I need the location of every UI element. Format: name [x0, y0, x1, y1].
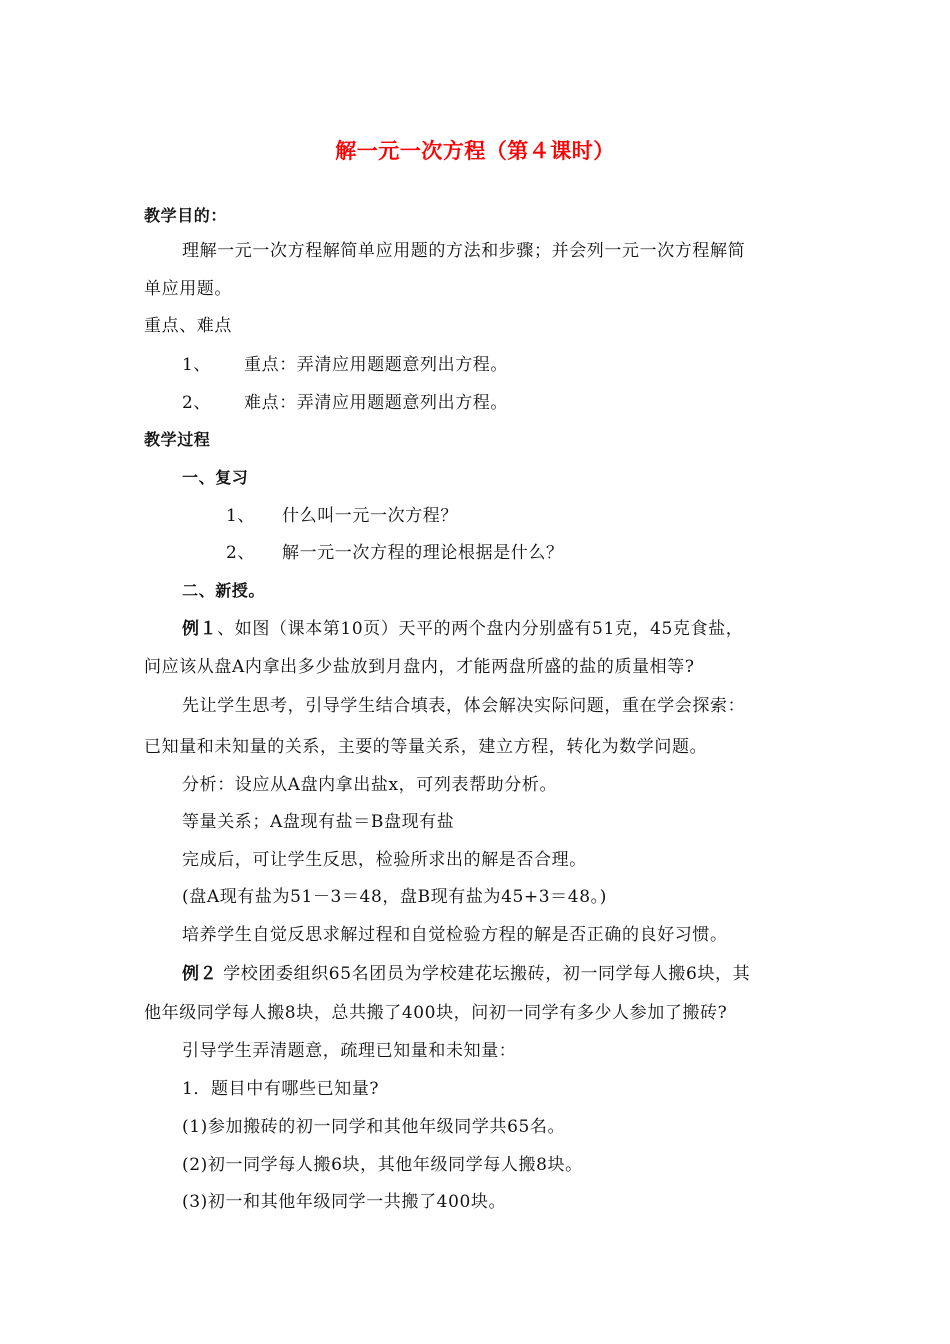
key-points-heading: 重点、难点	[144, 316, 232, 336]
example1-line-3: 先让学生思考，引导学生结合填表，体会解决实际问题，重在学会探索：	[182, 696, 746, 716]
example2-label: 例２	[182, 964, 218, 984]
review-item	[226, 543, 564, 563]
example2-line-1	[182, 964, 750, 984]
review-item	[226, 506, 458, 526]
example1-equation-relation: 等量关系；A盘现有盐＝B盘现有盐	[182, 812, 455, 832]
objectives-text-line-2: 单应用题。	[144, 279, 232, 299]
example1-reflection: 完成后，可让学生反思，检验所求出的解是否合理。	[182, 850, 587, 870]
review-item-number: 2、	[226, 543, 256, 563]
objectives-text-line-1: 理解一元一次方程解简单应用题的方法和步骤；并会列一元一次方程解简	[182, 241, 746, 261]
difficult-point-number: 2、	[182, 393, 212, 413]
objectives-heading: 教学目的：	[144, 206, 228, 225]
example2-text: 学校团委组织65名团员为学校建花坛搬砖，初一同学每人搬6块，其	[217, 964, 751, 984]
document-title: 解一元一次方程（第４课时）	[335, 139, 615, 163]
example1-line-4: 已知量和未知量的关系，主要的等量关系，建立方程，转化为数学问题。	[144, 737, 708, 757]
key-point-text: 重点：弄清应用题题意列出方程。	[244, 355, 508, 375]
key-point-number: 1、	[182, 355, 212, 375]
example2-line-2: 他年级同学每人搬8块，总共搬了400块，问初一同学有多少人参加了搬砖?	[144, 1003, 728, 1023]
example1-check: (盘A现有盐为51－3＝48，盘B现有盐为45+3＝48。)	[182, 887, 607, 907]
example1-analysis: 分析：设应从A盘内拿出盐x，可列表帮助分析。	[182, 775, 558, 795]
review-item-text: 什么叫一元一次方程？	[282, 506, 458, 526]
example2-question: 1．题目中有哪些已知量?	[182, 1079, 380, 1099]
review-heading: 一、复习	[182, 468, 249, 487]
key-point-item	[182, 355, 508, 375]
example1-label: 例１	[182, 619, 218, 639]
example2-known-2: (2)初一同学每人搬6块，其他年级同学每人搬8块。	[182, 1155, 583, 1175]
example2-known-1: (1)参加搬砖的初一同学和其他年级同学共65名。	[182, 1117, 566, 1137]
example1-habit: 培养学生自觉反思求解过程和自觉检验方程的解是否正确的良好习惯。	[182, 925, 728, 945]
example1-line-1	[182, 619, 743, 639]
new-lesson-heading: 二、新授。	[182, 581, 266, 600]
review-item-text: 解一元一次方程的理论根据是什么？	[282, 543, 564, 563]
example2-known-3: (3)初一和其他年级同学一共搬了400块。	[182, 1192, 507, 1212]
process-heading: 教学过程	[144, 430, 211, 449]
example2-guide: 引导学生弄清题意，疏理已知量和未知量：	[182, 1041, 517, 1061]
example1-text: 、如图（课本第10页）天平的两个盘内分别盛有51克，45克食盐，	[217, 619, 744, 639]
difficult-point-item	[182, 393, 508, 413]
review-item-number: 1、	[226, 506, 256, 526]
difficult-point-text: 难点：弄清应用题题意列出方程。	[244, 393, 508, 413]
example1-line-2: 问应该从盘A内拿出多少盐放到月盘内，才能两盘所盛的盐的质量相等?	[144, 657, 695, 677]
